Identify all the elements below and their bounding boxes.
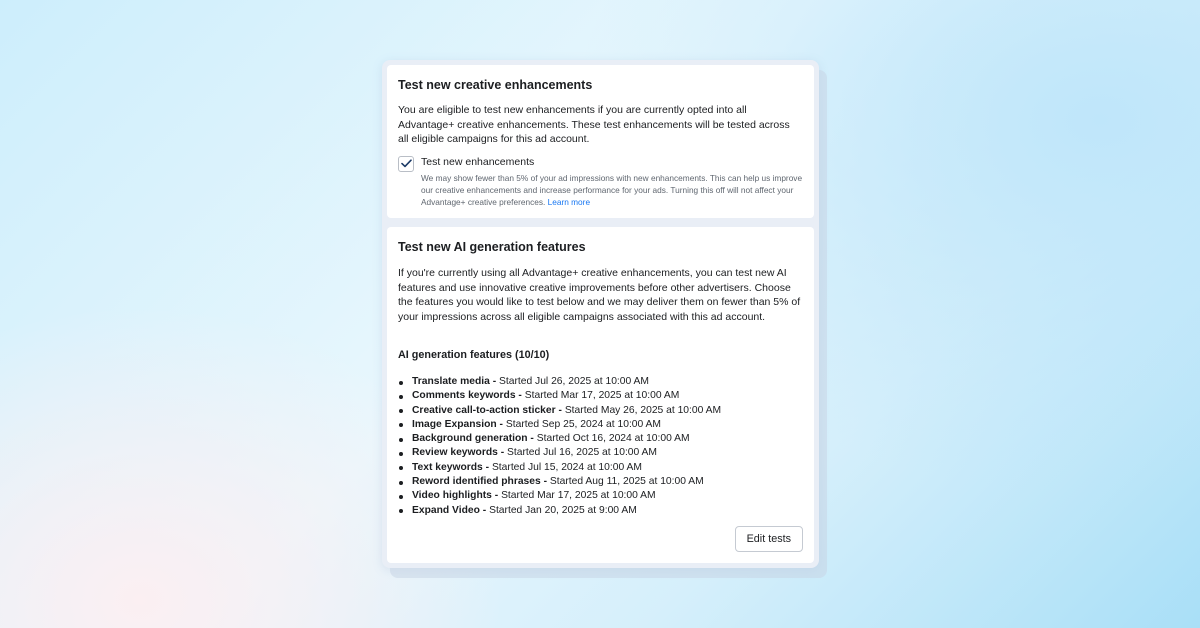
feature-name: Text keywords -	[412, 461, 490, 473]
feature-status: Started May 26, 2025 at 10:00 AM	[564, 404, 722, 416]
list-item	[412, 489, 803, 503]
ai-card-description: If you're currently using all Advantage+ creative enhancements, you can test new AI features and use innovative creative improvements before other advertisers. Choose the features you would like to test below and we may deliver them on fewer than 5% of your impressions across all eligible campaigns associated with this ad account.	[398, 267, 801, 323]
feature-status: Started Oct 16, 2024 at 10:00 AM	[536, 433, 690, 445]
feature-name: Image Expansion -	[412, 418, 503, 430]
edit-tests-button[interactable]: Edit tests	[735, 526, 803, 552]
feature-name: Review keywords -	[412, 447, 505, 459]
feature-name: Comments keywords -	[412, 390, 522, 402]
list-item	[412, 375, 803, 389]
test-enhancements-help	[421, 172, 803, 208]
ai-features-title: AI generation features (10/10)	[398, 349, 550, 361]
creative-card-title: Test new creative enhancements	[398, 78, 593, 92]
feature-status: Started Jul 15, 2024 at 10:00 AM	[491, 461, 642, 473]
checkmark-icon	[401, 159, 412, 168]
feature-name: Reword identified phrases -	[412, 476, 548, 488]
feature-status: Started Mar 17, 2025 at 10:00 AM	[524, 390, 680, 402]
feature-name: Translate media -	[412, 376, 497, 387]
test-enhancements-option	[398, 156, 803, 208]
creative-card-description: You are eligible to test new enhancements if you are currently opted into all Advantage+ creative enhancements. These test enhancements will be tested across all eligible campaigns for this ad account.	[398, 104, 790, 145]
feature-name: Creative call-to-action sticker -	[412, 404, 562, 416]
list-item	[412, 504, 803, 518]
feature-name: Background generation -	[412, 433, 534, 445]
test-enhancements-checkbox[interactable]	[398, 156, 414, 172]
list-item	[412, 475, 803, 489]
feature-status: Started Mar 17, 2025 at 10:00 AM	[501, 490, 656, 502]
feature-name: Video highlights -	[412, 490, 499, 502]
list-item	[412, 389, 803, 403]
ai-generation-card	[387, 227, 814, 563]
ai-features-list	[398, 375, 803, 518]
feature-status: Started Aug 11, 2025 at 10:00 AM	[549, 476, 704, 488]
learn-more-link[interactable]: Learn more	[547, 196, 591, 207]
settings-panel	[382, 60, 819, 568]
ai-card-title: Test new AI generation features	[398, 240, 586, 254]
creative-enhancements-card	[387, 65, 814, 218]
feature-status: Started Jul 16, 2025 at 10:00 AM	[507, 447, 657, 459]
feature-status: Started Jul 26, 2025 at 10:00 AM	[499, 376, 649, 387]
feature-name: Expand Video -	[412, 504, 487, 516]
feature-status: Started Jan 20, 2025 at 9:00 AM	[489, 504, 637, 516]
list-item	[412, 446, 803, 460]
list-item	[412, 461, 803, 475]
help-text: We may show fewer than 5% of your ad impressions with new enhancements. This can help us improve our creative enhancements and increase performance for your ads. Turning this off will not affect your Advantage+ creative preferences.	[421, 172, 803, 207]
list-item	[412, 418, 803, 432]
feature-status: Started Sep 25, 2024 at 10:00 AM	[505, 418, 661, 430]
list-item	[412, 404, 803, 418]
test-enhancements-label: Test new enhancements	[421, 155, 535, 168]
list-item	[412, 432, 803, 446]
